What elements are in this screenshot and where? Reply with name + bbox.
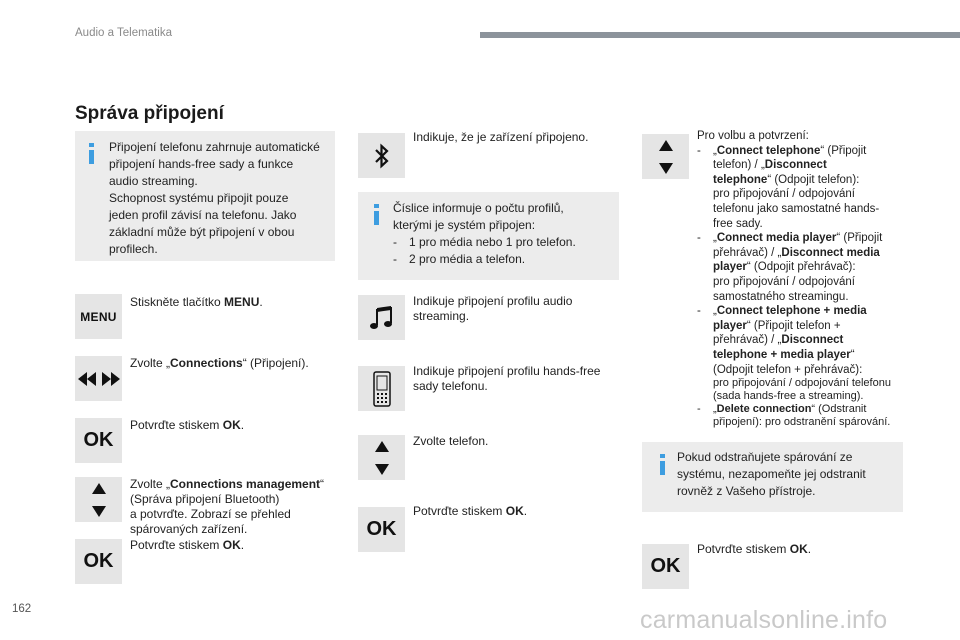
audio-description: Indikuje připojení profilu audio streaming. — [413, 294, 573, 323]
audio-icon-box — [358, 295, 405, 340]
ok-button-icon — [358, 507, 405, 552]
page-number: 162 — [12, 603, 32, 615]
step-select-management: Zvolte „Connections management“ (Správa připojení Bluetooth) a potvrďte. Zobrazí se přehled spárovaných zařízení. — [130, 477, 325, 536]
bluetooth-icon-box — [358, 133, 405, 178]
note-line: jeden profil závisí na telefonu. Jako — [109, 208, 297, 222]
info-note-text — [109, 139, 333, 258]
options-list — [697, 129, 909, 429]
ok-icon-label: OK — [83, 429, 114, 451]
info-icon — [660, 454, 665, 475]
ok-icon-label: OK — [650, 555, 681, 577]
info-icon — [89, 143, 94, 164]
option-connect-telephone: - „Connect telephone“ (Připojit telefon) / „Disconnect telephone“ (Odpojit telefon): pro připojování / odpojování telefonu jako samostatné hands- free sady. — [697, 144, 880, 230]
bluetooth-icon — [375, 143, 389, 169]
menu-icon-label: MENU — [80, 309, 117, 324]
info-note-text: Číslice informuje o počtu profilů, kterými je systém připojen: - 1 pro média nebo 1 pro telefon. - 2 pro média a telefon. — [393, 201, 576, 266]
up-down-icon — [374, 441, 390, 475]
step-confirm-ok: Potvrďte stiskem OK. — [413, 504, 528, 518]
note-line: Připojení telefonu zahrnuje automatické — [109, 140, 320, 154]
watermark: carmanualsonline.info — [640, 606, 888, 634]
up-down-arrows-icon — [358, 435, 405, 480]
step-select-connections: Zvolte „Connections“ (Připojení). — [130, 356, 309, 370]
menu-button-icon — [75, 294, 122, 339]
prev-next-icon — [78, 371, 120, 387]
seek-arrows-icon — [75, 356, 122, 401]
step-press-menu: Stiskněte tlačítko MENU. — [130, 295, 263, 309]
handsfree-description: Indikuje připojení profilu hands-free sady telefonu. — [413, 364, 601, 393]
ok-icon-label: OK — [366, 518, 397, 540]
up-down-icon — [658, 140, 674, 174]
info-note-unpair — [642, 442, 903, 512]
page-title: Správa připojení — [75, 103, 224, 124]
phone-icon-box — [358, 366, 405, 411]
note-line: Schopnost systému připojit pouze — [109, 191, 289, 205]
up-down-icon — [91, 483, 107, 517]
ok-button-icon — [75, 539, 122, 584]
options-intro: Pro volbu a potvrzení: — [697, 130, 809, 142]
ok-icon-label: OK — [83, 550, 114, 572]
option-connect-media-player: - „Connect media player“ (Připojit přehrávač) / „Disconnect media player“ (Odpojit přehrávač): pro připojování / odpojování samostatného streamingu. — [697, 232, 883, 303]
step-confirm-ok: Potvrďte stiskem OK. — [130, 418, 245, 432]
section-title: Audio a Telematika — [75, 27, 172, 39]
info-note-profiles — [75, 131, 335, 261]
note-line: základní může být připojení v obou — [109, 225, 295, 239]
step-confirm-ok: Potvrďte stiskem OK. — [697, 542, 812, 556]
phone-icon — [372, 371, 392, 407]
up-down-arrows-icon — [75, 477, 122, 522]
note-line: připojení hands-free sady a funkce — [109, 157, 294, 171]
note-line: audio streaming. — [109, 174, 198, 188]
header-bar — [480, 32, 960, 38]
bluetooth-description: Indikuje, že je zařízení připojeno. — [413, 130, 589, 144]
up-down-arrows-icon — [642, 134, 689, 179]
ok-button-icon — [642, 544, 689, 589]
info-note-profile-count — [358, 192, 619, 280]
option-connect-telephone-media: - „Connect telephone + media player“ (Připojit telefon + přehrávač) / „Disconnect telephone + media player“ (Odpojit telefon + přehrávač): pro připojování / odpojování telefonu (sada hands-free a streaming). — [697, 305, 891, 403]
step-select-phone: Zvolte telefon. — [413, 434, 489, 448]
option-delete-connection: - „Delete connection“ (Odstranit připojení): pro odstranění spárování. — [697, 403, 891, 429]
step-confirm-ok: Potvrďte stiskem OK. — [130, 538, 245, 552]
info-note-text: Pokud odstraňujete spárování ze systému, nezapomeňte jej odstranit rovněž z Vašeho přístroje. — [677, 450, 866, 498]
note-line: profilech. — [109, 242, 158, 256]
ok-button-icon — [75, 418, 122, 463]
music-note-icon — [369, 305, 395, 331]
info-icon — [374, 204, 379, 225]
